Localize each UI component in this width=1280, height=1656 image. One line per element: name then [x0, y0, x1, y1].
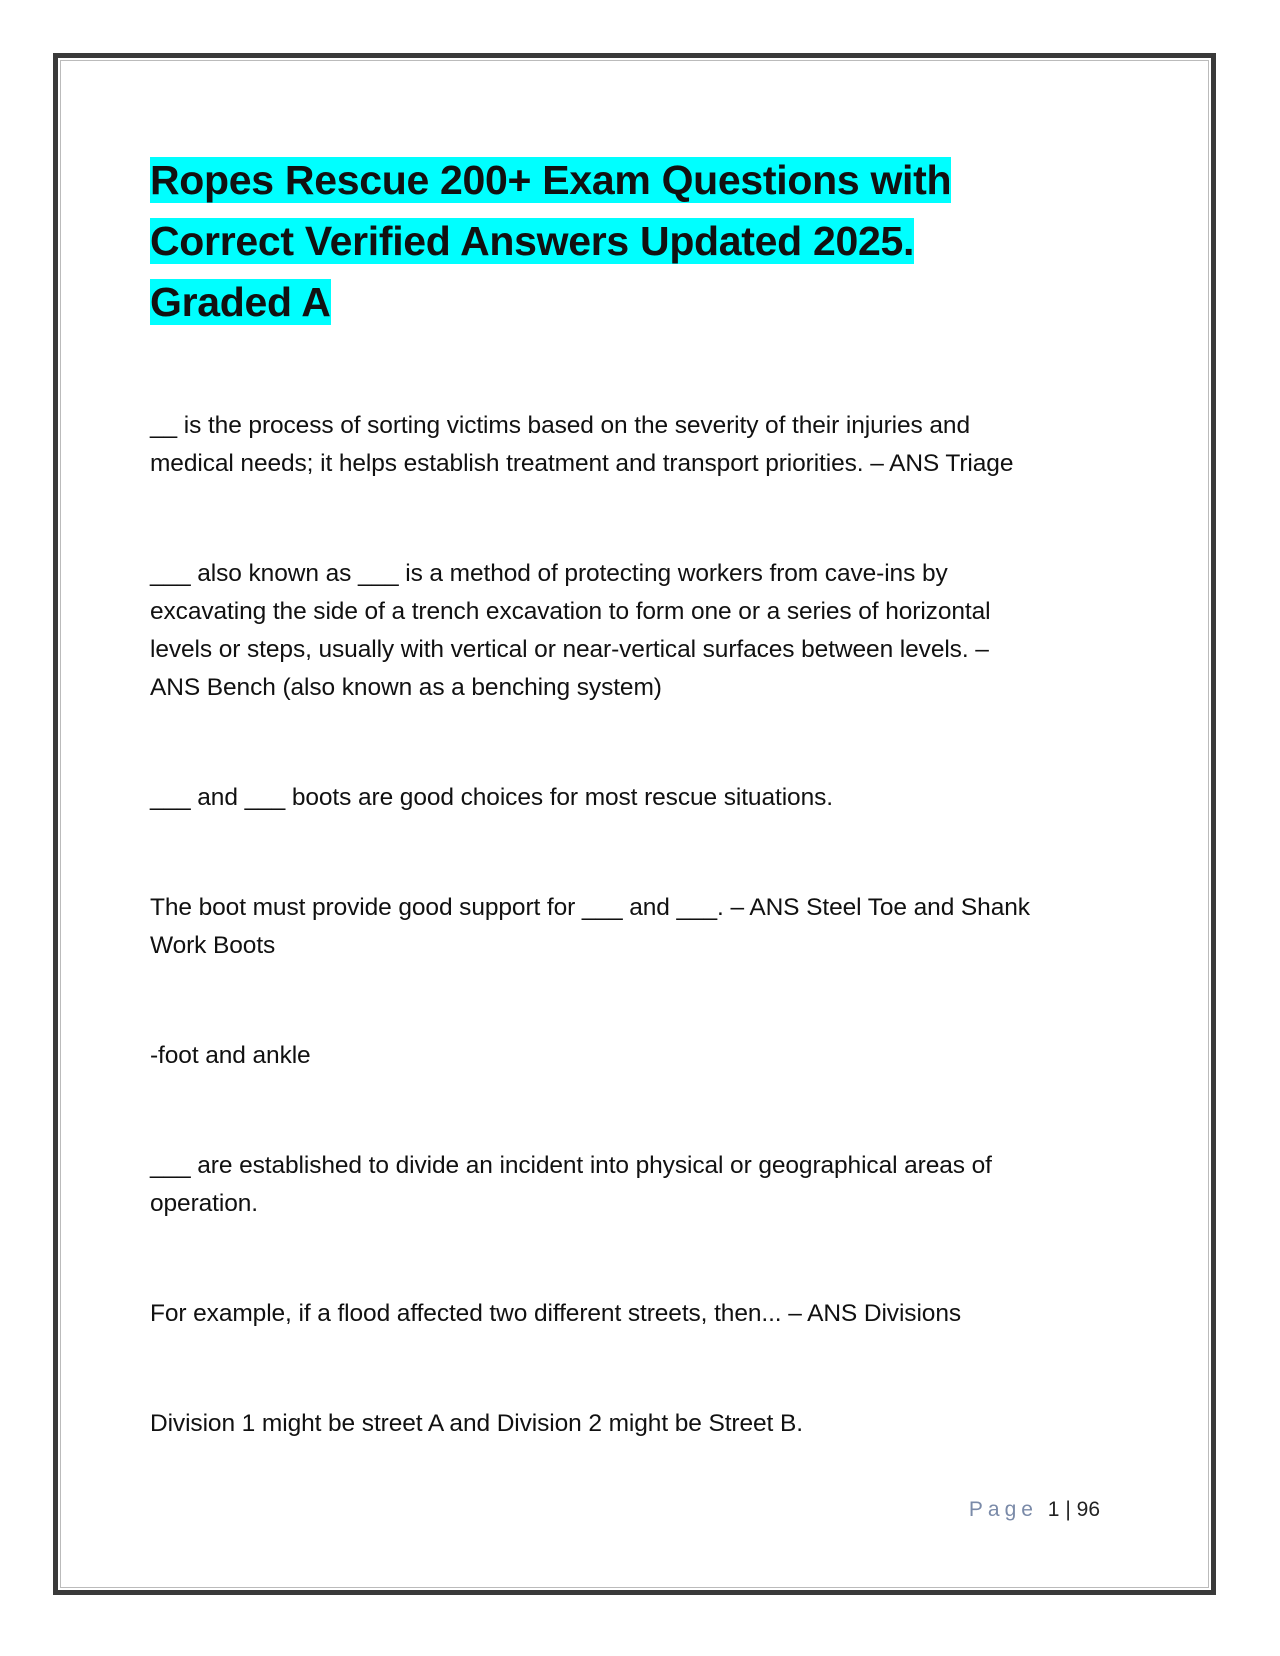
page-label: Page — [968, 1498, 1038, 1521]
page-number: 1 — [1047, 1498, 1060, 1521]
document-body — [150, 150, 1110, 1443]
page-separator: | — [1065, 1498, 1071, 1521]
title-line-1: Ropes Rescue 200+ Exam Questions with — [150, 157, 952, 203]
page-footer — [969, 1498, 1100, 1522]
paragraph-boots-answer: The boot must provide good support for ___ and ___. – ANS Steel Toe and Shank Work Boots — [150, 894, 1030, 959]
paragraph-bench: ___ also known as ___ is a method of protecting workers from cave-ins by excavating the side of a trench excavation to form one or a series of horizontal levels or steps, usually with vertical or near-vertical surfaces between levels. – ANS Bench (also known as a benching system) — [150, 560, 991, 701]
document-title — [150, 150, 1110, 333]
title-line-3: Graded A — [150, 279, 331, 325]
paragraph-divisions-question: ___ are established to divide an incident into physical or geographical areas of operation. — [150, 1152, 992, 1217]
paragraph-triage: __ is the process of sorting victims based on the severity of their injuries and medical needs; it helps establish treatment and transport priorities. – ANS Triage — [150, 412, 1014, 477]
paragraph-divisions-answer: For example, if a flood affected two different streets, then... – ANS Divisions — [150, 1300, 961, 1327]
paragraph-divisions-example: Division 1 might be street A and Division 2 might be Street B. — [150, 1410, 803, 1437]
paragraph-foot-ankle: -foot and ankle — [150, 1042, 311, 1069]
total-pages: 96 — [1076, 1498, 1100, 1521]
paragraph-boots-question: ___ and ___ boots are good choices for most rescue situations. — [150, 784, 833, 811]
title-line-2: Correct Verified Answers Updated 2025. — [150, 218, 915, 264]
